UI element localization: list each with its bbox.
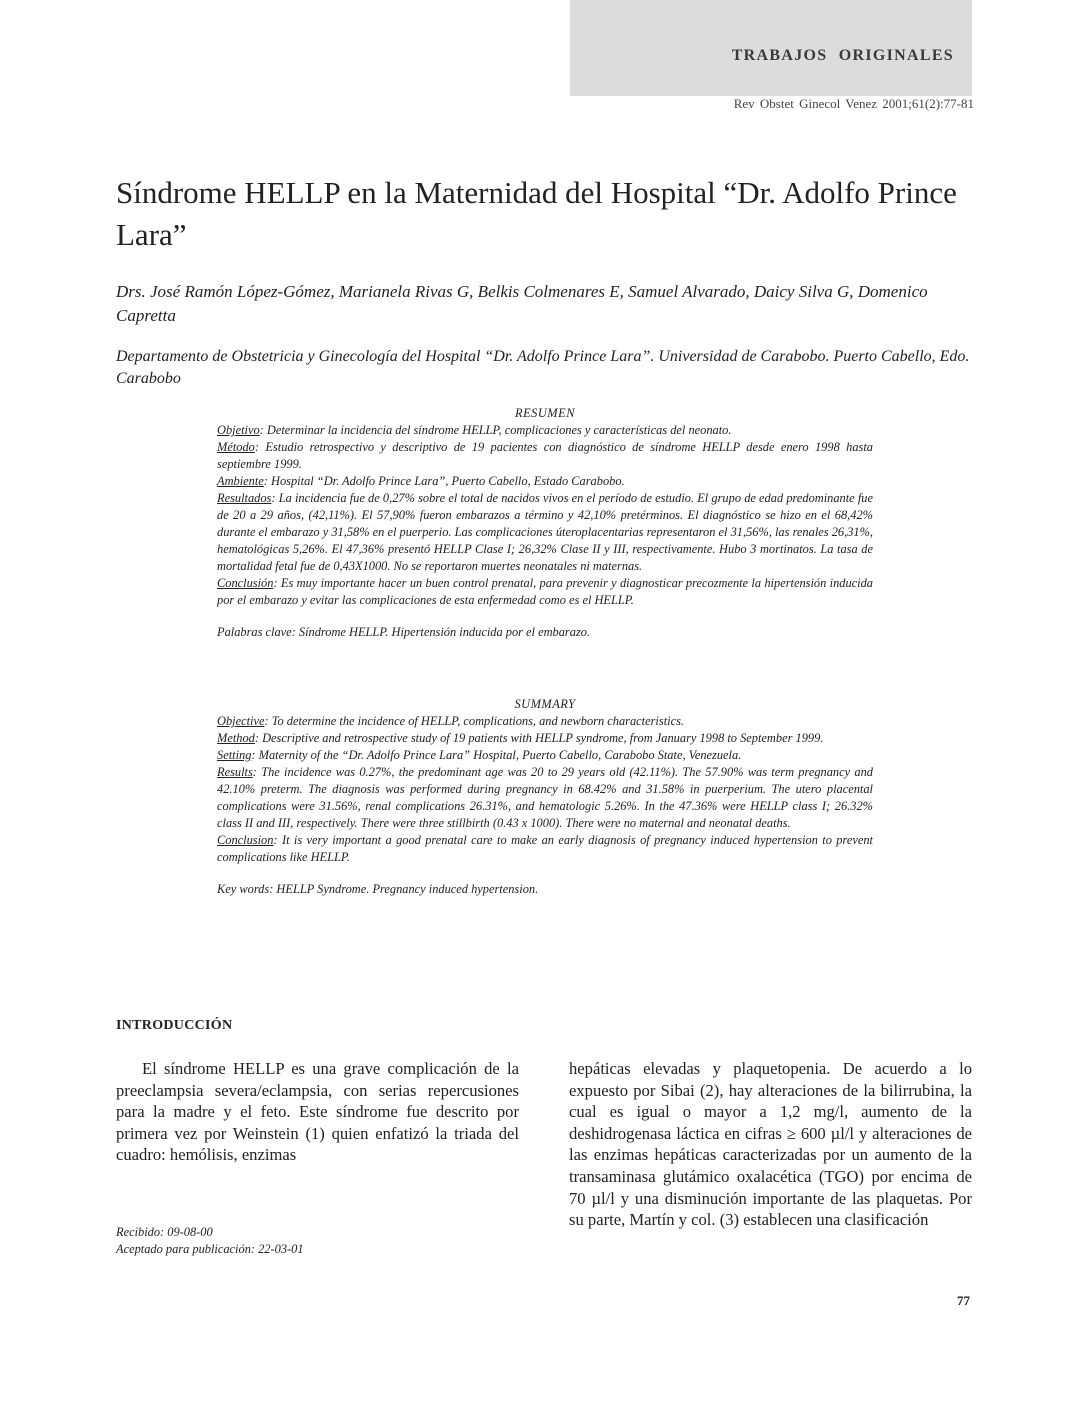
summary-conclusion-label: Conclusion bbox=[217, 833, 274, 847]
summary-objective bbox=[217, 713, 873, 730]
summary-conclusion bbox=[217, 832, 873, 866]
key-words: Key words: HELLP Syndrome. Pregnancy induced hypertension. bbox=[217, 882, 539, 896]
conclusion-label: Conclusión bbox=[217, 576, 274, 590]
resumen-heading: RESUMEN bbox=[515, 406, 575, 420]
objetivo-text: : Determinar la incidencia del síndrome HELLP, complicaciones y características del neonato. bbox=[259, 423, 732, 437]
journal-citation: Rev Obstet Ginecol Venez 2001;61(2):77-81 bbox=[733, 96, 974, 111]
intro-paragraph-left: El síndrome HELLP es una grave complicación de la preeclampsia severa/eclampsia, con serias repercusiones para la madre y el feto. Este síndrome fue descrito por primera vez por Weinstein (1) quien enfatizó la triada del cuadro: hemólisis, enzimas bbox=[116, 1059, 519, 1165]
section-label: TRABAJOS ORIGINALES bbox=[731, 47, 954, 64]
summary-abstract bbox=[217, 696, 873, 898]
objective-label: Objective bbox=[217, 714, 265, 728]
body-column-right bbox=[569, 1058, 972, 1231]
body-column-left bbox=[116, 1058, 519, 1166]
ambiente-text: : Hospital “Dr. Adolfo Prince Lara”, Puerto Cabello, Estado Carabobo. bbox=[263, 474, 625, 488]
conclusion-text: : Es muy importante hacer un buen control prenatal, para prevenir y diagnosticar precozmente la hipertensión inducida por el embarazo y evitar las complicaciones de esta enfermedad como es el HELLP. bbox=[217, 576, 873, 607]
summary-method bbox=[217, 730, 873, 747]
results-text: : The incidence was 0.27%, the predominant age was 20 to 29 years old (42.11%). The 57.90% was term pregnancy and 42.10% preterm. The diagnosis was performed during pregnancy in 68.42% and 31.58% in puerperium. The utero placental complications were 31.56%, renal complications 26.31%, and hematologic 5.26%. In the 47.36% were HELLP class I; 26.32% class II and III, respectively. There were three stillbirth (0.43 x 1000). There were no maternal and neonatal deaths. bbox=[217, 765, 873, 830]
introduction-heading: INTRODUCCIÓN bbox=[116, 1018, 233, 1033]
summary-heading: SUMMARY bbox=[514, 697, 576, 711]
received-date: Recibido: 09-08-00 bbox=[116, 1225, 213, 1239]
results-label: Results bbox=[217, 765, 253, 779]
resumen-metodo bbox=[217, 439, 873, 473]
intro-paragraph-right: hepáticas elevadas y plaquetopenia. De acuerdo a lo expuesto por Sibai (2), hay alteraciones de la bilirrubina, la cual es igual o mayor a 1,2 mg/l, aumento de la deshidrogenasa láctica en cifras ≥ 600 µl/l y alteraciones de las enzimas hepáticas caracterizadas por un aumento de la transaminasa glutámico oxalacética (TGO) por encima de 70 µl/l y una disminución importante de las plaquetas. Por su parte, Martín y col. (3) establecen una clasificación bbox=[569, 1059, 972, 1230]
metodo-text: : Estudio retrospectivo y descriptivo de 19 pacientes con diagnóstico de síndrome HELLP desde enero 1998 hasta septiembre 1999. bbox=[217, 440, 873, 471]
resultados-text: : La incidencia fue de 0,27% sobre el total de nacidos vivos en el período de estudio. El grupo de edad predominante fue de 20 a 29 años, (42,11%). El 57,90% fueron embarazos a término y 42,10% pretérminos. El diagnóstico se hizo en el 68,42% durante el embarazo y 31,58% en el puerperio. Las complicaciones úteroplacentarias representaron el 31,56%, las renales 26,31%, hematológicas 5,26%. El 47,36% presentó HELLP Clase I; 26,32% Clase II y III, respectivamente. Hubo 3 mortinatos. La tasa de mortalidad fetal fue de 0,43X1000. No se reportaron muertes neonatales ni maternas. bbox=[217, 491, 873, 573]
resumen-objetivo bbox=[217, 422, 873, 439]
accepted-date: Aceptado para publicación: 22-03-01 bbox=[116, 1242, 304, 1256]
summary-conclusion-text: : It is very important a good prenatal care to make an early diagnosis of pregnancy induced hypertension to prevent complications like HELLP. bbox=[217, 833, 873, 864]
summary-results bbox=[217, 764, 873, 832]
resumen-conclusion bbox=[217, 575, 873, 609]
publication-dates bbox=[116, 1224, 304, 1258]
objetivo-label: Objetivo bbox=[217, 423, 260, 437]
objective-text: : To determine the incidence of HELLP, complications, and newborn characteristics. bbox=[264, 714, 684, 728]
resumen-resultados bbox=[217, 490, 873, 575]
method-label: Method bbox=[217, 731, 255, 745]
palabras-clave: Palabras clave: Síndrome HELLP. Hipertensión inducida por el embarazo. bbox=[217, 625, 591, 639]
section-header-box bbox=[570, 0, 972, 96]
resultados-label: Resultados bbox=[217, 491, 272, 505]
resumen-abstract bbox=[217, 405, 873, 641]
article-title: Síndrome HELLP en la Maternidad del Hospital “Dr. Adolfo Prince Lara” bbox=[116, 175, 957, 252]
page-number: 77 bbox=[957, 1293, 970, 1308]
metodo-label: Método bbox=[217, 440, 255, 454]
method-text: : Descriptive and retrospective study of 19 patients with HELLP syndrome, from January 1998 to September 1999. bbox=[254, 731, 824, 745]
resumen-ambiente bbox=[217, 473, 873, 490]
setting-label: Setting bbox=[217, 748, 252, 762]
ambiente-label: Ambiente bbox=[217, 474, 264, 488]
setting-text: : Maternity of the “Dr. Adolfo Prince Lara” Hospital, Puerto Cabello, Carabobo State, Venezuela. bbox=[251, 748, 742, 762]
author-affiliation: Departamento de Obstetricia y Ginecología del Hospital “Dr. Adolfo Prince Lara”. Universidad de Carabobo. Puerto Cabello, Edo. Carabobo bbox=[116, 348, 970, 387]
author-list: Drs. José Ramón López-Gómez, Marianela Rivas G, Belkis Colmenares E, Samuel Alvarado, Daicy Silva G, Domenico Capretta bbox=[116, 282, 928, 325]
summary-setting bbox=[217, 747, 873, 764]
